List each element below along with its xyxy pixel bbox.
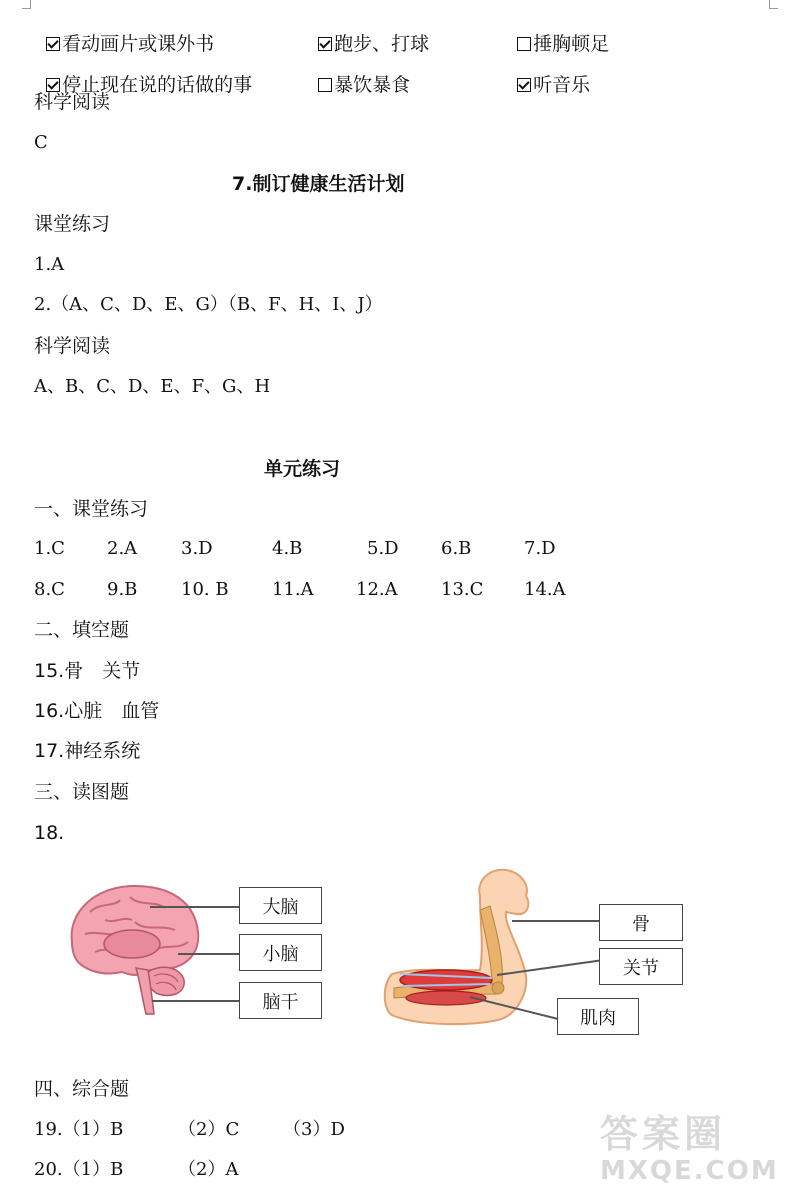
check-item: 暴饮暴食 bbox=[306, 49, 410, 97]
answer-text: A、B、C、D、E、F、G、H bbox=[34, 376, 271, 397]
corner-mark-top-right bbox=[769, 0, 778, 9]
answer-item: 12.A bbox=[356, 579, 398, 600]
answer-item: 5.D bbox=[367, 538, 399, 559]
leader-line bbox=[150, 906, 239, 908]
corner-mark-top-left bbox=[22, 0, 31, 9]
section-label: 科学阅读 bbox=[34, 335, 111, 357]
answer-item: 4.B bbox=[272, 538, 303, 559]
check-item: 看动画片或课外书 bbox=[34, 8, 214, 56]
answer-text: 18. bbox=[34, 822, 65, 844]
section-label: 课堂练习 bbox=[34, 213, 111, 235]
check-item: 捶胸顿足 bbox=[505, 8, 609, 56]
part-heading: 二、填空题 bbox=[34, 619, 130, 641]
answer-text: 16.心脏 血管 bbox=[34, 700, 160, 722]
answer-text: （2）C bbox=[178, 1119, 240, 1140]
brain-label-cerebrum: 大脑 bbox=[239, 887, 322, 924]
checkbox-empty bbox=[318, 78, 332, 92]
lesson-title: 7.制订健康生活计划 bbox=[232, 173, 405, 195]
leader-line bbox=[512, 920, 600, 922]
answer-item: 7.D bbox=[524, 538, 556, 559]
unit-title: 单元练习 bbox=[264, 458, 341, 480]
answer-text: （3）D bbox=[283, 1119, 345, 1140]
arm-label-joint: 关节 bbox=[599, 948, 683, 985]
check-item: 跑步、打球 bbox=[306, 8, 429, 56]
section-label: 科学阅读 bbox=[34, 91, 111, 113]
part-heading: 三、读图题 bbox=[34, 781, 130, 803]
answer-item: 6.B bbox=[441, 538, 472, 559]
answer-item: 8.C bbox=[34, 579, 65, 600]
answer-text: C bbox=[34, 132, 48, 153]
arm-label-bone: 骨 bbox=[599, 904, 683, 941]
answer-text: 20.（1）B bbox=[34, 1159, 124, 1180]
check-item: 听音乐 bbox=[505, 49, 590, 97]
watermark-logo: 答案圈 MXQE.COM bbox=[600, 1112, 779, 1186]
answer-item: 13.C bbox=[441, 579, 484, 600]
answer-text: 1.A bbox=[34, 254, 65, 275]
arm-label-muscle: 肌肉 bbox=[557, 998, 639, 1035]
arm-illustration bbox=[380, 866, 550, 1026]
answer-item: 10. B bbox=[181, 579, 229, 600]
check-item: 停止现在说的话做的事 bbox=[34, 49, 252, 97]
part-heading: 一、课堂练习 bbox=[34, 498, 149, 520]
answer-item: 2.A bbox=[107, 538, 138, 559]
part-heading: 四、综合题 bbox=[34, 1078, 130, 1100]
leader-line bbox=[178, 953, 239, 955]
answer-item: 1.C bbox=[34, 538, 65, 559]
answer-text: 19.（1）B bbox=[34, 1119, 124, 1140]
brain-label-cerebellum: 小脑 bbox=[239, 934, 322, 971]
answer-text: 2.（A、C、D、E、G）（B、F、H、I、J） bbox=[34, 294, 383, 315]
answer-item: 11.A bbox=[272, 579, 314, 600]
answer-text: （2）A bbox=[178, 1159, 239, 1180]
answer-item: 9.B bbox=[107, 579, 138, 600]
answer-item: 14.A bbox=[524, 579, 566, 600]
answer-text: 15.骨 关节 bbox=[34, 660, 141, 682]
brain-label-brainstem: 脑干 bbox=[239, 982, 322, 1019]
checkbox-checked bbox=[517, 78, 531, 92]
leader-line bbox=[152, 1000, 239, 1002]
answer-text: 17.神经系统 bbox=[34, 740, 141, 762]
answer-item: 3.D bbox=[181, 538, 213, 559]
